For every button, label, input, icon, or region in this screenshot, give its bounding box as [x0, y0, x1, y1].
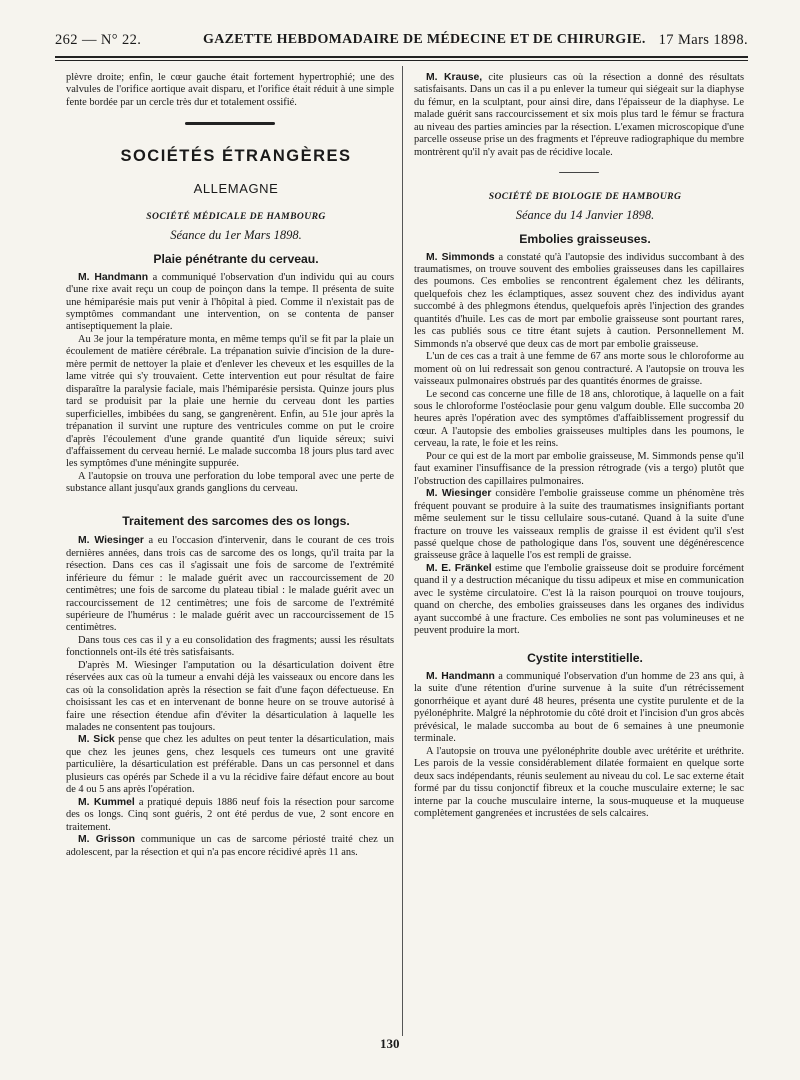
page-folio: 130: [380, 1036, 400, 1051]
paragraph: D'après M. Wiesinger l'amputation ou la désarticulation doivent être réservées aux cas où la tumeur a envahi déjà les vaisseaux ou encore dans les cas où la consolidation après la résection se fait d'une façon défectueuse. En choisissant les cas et en intervenant de bonne heure on se trouve autorisé à faire une résection étendue afin d'éviter la désarticulation à laquelle les malades ne consentent pas toujours.: [66, 659, 394, 734]
society-heading: SOCIÉTÉ MÉDICALE DE HAMBOURG: [146, 211, 326, 223]
article-title: Traitement des sarcomes des os longs.: [122, 513, 350, 528]
section-title: SOCIÉTÉS ÉTRANGÈRES: [120, 147, 352, 166]
paragraph: Pour ce qui est de la mort par embolie graisseuse, M. Simmonds pense qu'il faut examiner l'insuffisance de la pression rétrograde (vis a tergo) plutôt que l'obstruction des capillaires pulmonaires.: [414, 450, 744, 487]
intro-paragraph: plèvre droite; enfin, le cœur gauche était fortement hypertrophié; une des valvules de l'orifice aortique avait disparu, et l'orifice était réduit à une simple fente bordée par un cercle très dur et totalement ossifié.: [66, 72, 394, 108]
paragraph: L'un de ces cas a trait à une femme de 67 ans morte sous le chloroforme au moment où on lui redressait son genou contracturé. A l'autopsie on trouva les vaisseaux pulmonaires obstrués par des quantités énormes de graisse.: [414, 351, 744, 388]
paragraph: A l'autopsie on trouva une pyélonéphrite double avec urétérite et uréthrite. Les parois de la vessie considérablement dilatée formaient en quelque sorte deux sacs indépendants, réunis seulement au niveau du col. Le sac externe était formé par du tissu conjonctif fibreux et la couche musculaire externe; le sac interne par la couche musculaire interne, la sous-muqueuse et la muqueuse complètement gangrenées et incrustées de sels calcaires.: [414, 745, 744, 820]
country-heading: ALLEMAGNE: [193, 180, 279, 196]
paragraph: M. E. Fränkel estime que l'embolie graisseuse doit se produire forcément quand il y a destruction mécanique du tissu adipeux et mise en communication avec le système circulatoire. C'est là la raison pourquoi on trouve toujours, quand on cherche, des embolies graisseuses dans les organes des individus ayant succombé à une fracture. Ces embolies ne sont pas volumineuses et ne peuvent produire la mort.: [414, 562, 744, 637]
paragraph: Le second cas concerne une fille de 18 ans, chlorotique, à laquelle on a fait sous le chloroforme l'ostéoclasie pour genu valgum double. Elle succomba 20 heures après l'opération avec des symptômes d'affaiblissement progressif du cœur. A l'autopsie des embolies graisseuses multiples dans les poumons, le cerveau, la rate, le foie et les reins.: [414, 388, 744, 450]
left-column: [66, 72, 394, 859]
ornament-divider: [414, 167, 744, 177]
author-name: M. Handmann: [426, 671, 495, 683]
issue-date: 17 Mars 1898.: [658, 32, 748, 48]
paragraph: M. Krause, cite plusieurs cas où la résection a donné des résultats satisfaisants. Dans un cas il a pu enlever la tumeur qui siégeait sur la diaphyse du fémur, en la sculptant, pour ainsi dire, dans l'épaisseur de la diaphyse. Le malade guérit sans raccourcissement et six mois plus tard le fémur se fractura au niveau des parties amincies par la résection. L'examen microscopique d'une parcelle osseuse prise un des fragments et l'épreuve radiographique du membre montrèrent qu'il n'y avait pas de récidive locale.: [414, 72, 745, 158]
author-name: M. E. Fränkel: [426, 562, 492, 574]
column-divider: [402, 66, 403, 1036]
society-heading: SOCIÉTÉ DE BIOLOGIE DE HAMBOURG: [488, 191, 682, 203]
article-title: Embolies graisseuses.: [519, 232, 651, 247]
running-header: [55, 28, 748, 52]
paragraph: M. Wiesinger considère l'embolie graisseuse comme un phénomène très fréquent pouvant se produire à la suite des traumatismes insignifiants portant même seulement sur le tissu cellulaire sous-cutané. Quand à la suite d'une fracture on trouve les vaisseaux remplis de graisse il est évident qu'il s'est passé quelque chose de pathologique dans l'os, souvent une dégénérescence graisseuse grâce à laquelle l'os est rempli de graisse.: [414, 488, 744, 562]
ornament-divider: [66, 118, 394, 128]
page-number-issue: 262 — N° 22.: [55, 32, 142, 48]
paragraph: M. Simmonds a constaté qu'à l'autopsie des individus succombant à des traumatismes, on trouve souvent des embolies graisseuses dans les capillaires des poumons. Ces embolies se rencontrent également chez les délirants, quelquefois chez les éclamptiques, assez souvent chez des individus ayant succombé à des phlegmons étendus, quelquefois après l'injection des grandes quantités d'huile. Les cas de mort par embolie graisseuse sont pourtant rares, les cas publiés sous ce titre étant sujets à caution. Personnellement M. Simmonds n'a observé que deux cas de mort par embolie graisseuse.: [414, 251, 744, 350]
article-title: Cystite interstitielle.: [527, 650, 643, 665]
paragraph: M. Grisson communique un cas de sarcome périosté traité chez un adolescent, par la résection et qui n'a pas encore récidivé après 11 ans.: [66, 834, 394, 858]
article-title: Plaie pénétrante du cerveau.: [153, 252, 319, 267]
paragraph: A l'autopsie on trouva une perforation du lobe temporal avec une perte de substance allant jusqu'aux grands ganglions du cerveau.: [66, 470, 394, 495]
author-name: M. Handmann: [78, 271, 149, 283]
paragraph: M. Handmann a communiqué l'observation d'un homme de 23 ans qui, à la suite d'une rétention d'urine survenue à la suite d'un rétrécissement gonorrhéique et ayant duré 48 heures, présenta une cystite purulente et de la pyélonéphrite. Malgré la néphrotomie du côté droit et l'incision d'un gros abcès prévésical, le malade succomba au bout de 6 semaines à une pneumonie terminale.: [414, 671, 744, 745]
right-column: [414, 72, 744, 820]
seance-date: Séance du 14 Janvier 1898.: [515, 207, 655, 222]
author-name: M. Sick: [78, 734, 115, 746]
author-name: M. Krause,: [426, 72, 483, 83]
header-rule: [55, 56, 748, 61]
journal-title: GAZETTE HEBDOMADAIRE DE MÉDECINE ET DE CHIRURGIE.: [203, 32, 646, 47]
author-name: M. Wiesinger: [426, 488, 492, 500]
paragraph: M. Wiesinger a eu l'occasion d'intervenir, dans le courant de ces trois dernières années, dans trois cas de sarcome des os longs, qu'il traita par la résection. Dans ces cas il s'agissait une fois de sarcome de l'extrémité inférieure du fémur : le malade guérit avec un raccourcissement de 20 centimètres; une fois de sarcome du plateau tibial : le malade guérit avec un raccourcissement de 12 centimètres; une fois de sarcome de l'extrémité supérieure de l'humérus : le malade guérit avec un raccourcissement de 15 centimètres.: [66, 535, 394, 634]
author-name: M. Grisson: [78, 834, 135, 846]
paragraph: Au 3e jour la température monta, en même temps qu'il se fit par la plaie un écoulement de matière cérébrale. La trépanation suivie d'incision de la dure-mère permit de nettoyer la plaie et d'enlever les cheveux et les esquilles de la lame vitrée qui s'y trouvaient. Cette intervention eut pour résultat de faire disparaître la paralysie faciale, mais l'hémiparésie persista. Quinze jours plus tard se produisit par la plaie une hernie du cerveau dont les parties superficielles, imbibées du sang, se gangrenèrent. Enfin, au 51e jour après la trépanation il survint une rupture des ventricules comme on put le croire d'après l'écoulement d'une grande quantité d'un liquide séreux; suivi d'affaissement du cerveau hernié. Le malade succomba 18 jours plus tard avec les symptômes d'une méningite suppurée.: [66, 333, 394, 470]
paragraph: Dans tous ces cas il y a eu consolidation des fragments; aussi les résultats fonctionnels ont-ils été très satisfaisants.: [66, 634, 394, 659]
seance-date: Séance du 1er Mars 1898.: [170, 227, 302, 242]
author-name: M. Kummel: [78, 796, 135, 808]
author-name: M. Wiesinger: [78, 535, 144, 547]
paragraph: M. Handmann a communiqué l'observation d'un individu qui au cours d'une rixe avait reçu un coup de poinçon dans la tempe. Il présenta de suite une hémiparésie mais put venir à l'hôpital à pied. Comme il n'existait pas de symptômes commandant une intervention, on se contenta de panser antiseptiquement la plaie.: [66, 271, 394, 333]
paragraph: M. Kummel a pratiqué depuis 1886 neuf fois la résection pour sarcome des os longs. Cinq sont guéris, 2 ont été perdus de vue, 2 sont encore en traitement.: [66, 796, 394, 833]
paragraph: M. Sick pense que chez les adultes on peut tenter la désarticulation, mais que chez les jeunes gens, chez lesquels ces tumeurs ont une gravité particulière, la désarticulation est préférable. Dans un cas personnel et dans plusieurs cas opérés par Schede il a vu la récidive faire défaut encore au bout de 4 ou 5 ans après l'opération.: [66, 734, 394, 796]
author-name: M. Simmonds: [426, 251, 495, 263]
